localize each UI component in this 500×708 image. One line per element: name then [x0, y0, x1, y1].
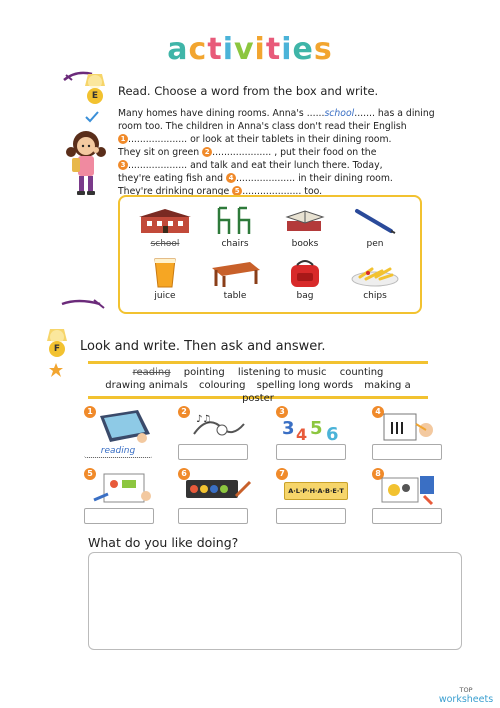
- word-listening: listening to music: [237, 367, 327, 378]
- passage-line-4: [118, 146, 428, 159]
- word-label: pen: [366, 239, 384, 249]
- word-label: juice: [154, 291, 176, 301]
- text: room too. The children in Anna's class don't read their English: [118, 121, 407, 132]
- svg-text:3: 3: [282, 418, 295, 439]
- gap-blank[interactable]: ....................: [128, 134, 188, 145]
- activity-item-4: [372, 406, 452, 460]
- chairs-icon: [200, 203, 270, 239]
- logo-brand: worksheets: [438, 694, 494, 705]
- title-letter: i: [254, 32, 266, 67]
- title-letter: i: [222, 32, 234, 67]
- text: They sit on green: [118, 147, 203, 158]
- section-f-badge: F: [49, 341, 65, 357]
- answer-field[interactable]: [276, 508, 346, 524]
- answer-field[interactable]: [178, 508, 248, 524]
- gap-number: 2: [202, 147, 212, 157]
- question-heading: What do you like doing?: [88, 535, 239, 550]
- item-number: 2: [178, 406, 190, 418]
- word-row-1: [88, 366, 428, 379]
- passage-line-6: [118, 172, 428, 185]
- title-letter: v: [233, 32, 255, 67]
- music-icon: [188, 410, 248, 442]
- passage-line-5: [118, 159, 428, 172]
- numbers-icon: [280, 410, 346, 444]
- books-icon: [270, 203, 340, 239]
- svg-text:♪♫: ♪♫: [196, 414, 212, 425]
- poster-icon: [90, 470, 156, 506]
- answer-field[interactable]: [372, 508, 442, 524]
- word-box: [118, 195, 422, 314]
- item-number: 7: [276, 468, 288, 480]
- text: Many homes have dining rooms. Anna's ......: [118, 108, 325, 119]
- colouring-icon: [380, 470, 440, 506]
- activity-word-bar: [88, 361, 428, 404]
- title-letter: i: [281, 32, 293, 67]
- gap-number: 4: [226, 173, 236, 183]
- school-icon: [130, 203, 200, 239]
- check-icon: [85, 108, 99, 127]
- title-letter: t: [207, 32, 223, 67]
- table-icon: [200, 255, 270, 291]
- answer-field[interactable]: [276, 444, 346, 460]
- activity-item-7: [276, 468, 356, 522]
- word-bag: [270, 255, 340, 301]
- activity-item-5: [84, 468, 164, 522]
- answer-field[interactable]: [84, 508, 154, 524]
- gap-number: 5: [232, 186, 242, 196]
- item-number: 6: [178, 468, 190, 480]
- gap-blank[interactable]: ....................: [128, 160, 188, 171]
- drawing-icon: [380, 408, 440, 444]
- activity-item-1: [84, 406, 164, 460]
- word-reading: reading: [132, 367, 171, 378]
- passage-line-1: [118, 107, 435, 120]
- gap-number: 1: [118, 134, 128, 144]
- topworksheets-logo: [436, 686, 496, 705]
- text: , put their food on the: [271, 147, 377, 158]
- title-letter: e: [292, 32, 314, 67]
- section-e-instruction: Read. Choose a word from the box and write.: [118, 84, 379, 98]
- word-label: table: [223, 291, 247, 301]
- tablet-icon: [94, 408, 154, 446]
- answer-field[interactable]: [372, 444, 442, 460]
- text: in their dining room.: [295, 173, 393, 184]
- text: or look at their tablets in their dining room.: [187, 134, 392, 145]
- word-label: chips: [363, 291, 387, 301]
- free-answer-box[interactable]: [88, 552, 462, 650]
- section-f-instruction: Look and write. Then ask and answer.: [80, 339, 326, 354]
- answer-text: reading: [100, 446, 136, 456]
- item-number: 3: [276, 406, 288, 418]
- svg-text:4: 4: [296, 425, 308, 444]
- text: ....... has a dining: [354, 108, 435, 119]
- alphabet-card: A·L·P·H·A·B·E·T: [284, 482, 348, 500]
- word-label: school: [150, 239, 180, 249]
- activity-item-8: [372, 468, 452, 522]
- text: they're eating fish and: [118, 173, 226, 184]
- word-poster: making a poster: [242, 380, 411, 404]
- svg-text:5: 5: [310, 418, 323, 439]
- word-label: bag: [296, 291, 314, 301]
- title-letter: c: [188, 32, 208, 67]
- activity-item-6: [178, 468, 258, 522]
- example-answer: school: [324, 108, 355, 119]
- section-e-badge: E: [87, 88, 103, 104]
- answer-field[interactable]: [84, 446, 152, 458]
- word-label: chairs: [221, 239, 249, 249]
- passage-line-3: [118, 133, 428, 146]
- word-books: [270, 203, 340, 249]
- word-drawing: drawing animals: [105, 380, 188, 391]
- item-number: 5: [84, 468, 96, 480]
- lamp-arm: [60, 296, 110, 316]
- word-row-2: [88, 379, 428, 405]
- logo-top: TOP: [459, 686, 473, 694]
- word-colouring: colouring: [198, 380, 246, 391]
- gap-blank[interactable]: ....................: [242, 186, 302, 197]
- word-counting: counting: [339, 367, 384, 378]
- word-school: [130, 203, 200, 249]
- item-number: 1: [84, 406, 96, 418]
- activity-item-2: [178, 406, 258, 460]
- word-spelling: spelling long words: [256, 380, 354, 391]
- gap-blank[interactable]: ....................: [212, 147, 272, 158]
- star-icon: [49, 362, 63, 381]
- chips-icon: [340, 255, 410, 291]
- passage-line-2: [118, 120, 428, 133]
- girl-illustration: [58, 126, 114, 202]
- title-letter: s: [313, 32, 333, 67]
- reading-passage: [118, 107, 435, 198]
- text: too.: [301, 186, 323, 197]
- paint-box-icon: [182, 474, 252, 504]
- item-number: 8: [372, 468, 384, 480]
- word-juice: [130, 255, 200, 301]
- juice-icon: [130, 255, 200, 291]
- word-pointing: pointing: [183, 367, 225, 378]
- page-title: [0, 32, 500, 67]
- activity-item-3: [276, 406, 356, 460]
- title-letter: t: [265, 32, 282, 67]
- word-table: [200, 255, 270, 301]
- text: and talk and eat their lunch there. Today,: [187, 160, 383, 171]
- word-chairs: [200, 203, 270, 249]
- text: They're drinking orange: [118, 186, 233, 197]
- svg-text:6: 6: [326, 424, 339, 444]
- item-number: 4: [372, 406, 384, 418]
- answer-field[interactable]: [178, 444, 248, 460]
- pen-icon: [340, 203, 410, 239]
- word-chips: [340, 255, 410, 301]
- title-letter: a: [167, 32, 189, 67]
- word-pen: [340, 203, 410, 249]
- gap-number: 3: [118, 160, 128, 170]
- gap-blank[interactable]: ....................: [236, 173, 296, 184]
- bag-icon: [270, 255, 340, 291]
- word-label: books: [291, 239, 319, 249]
